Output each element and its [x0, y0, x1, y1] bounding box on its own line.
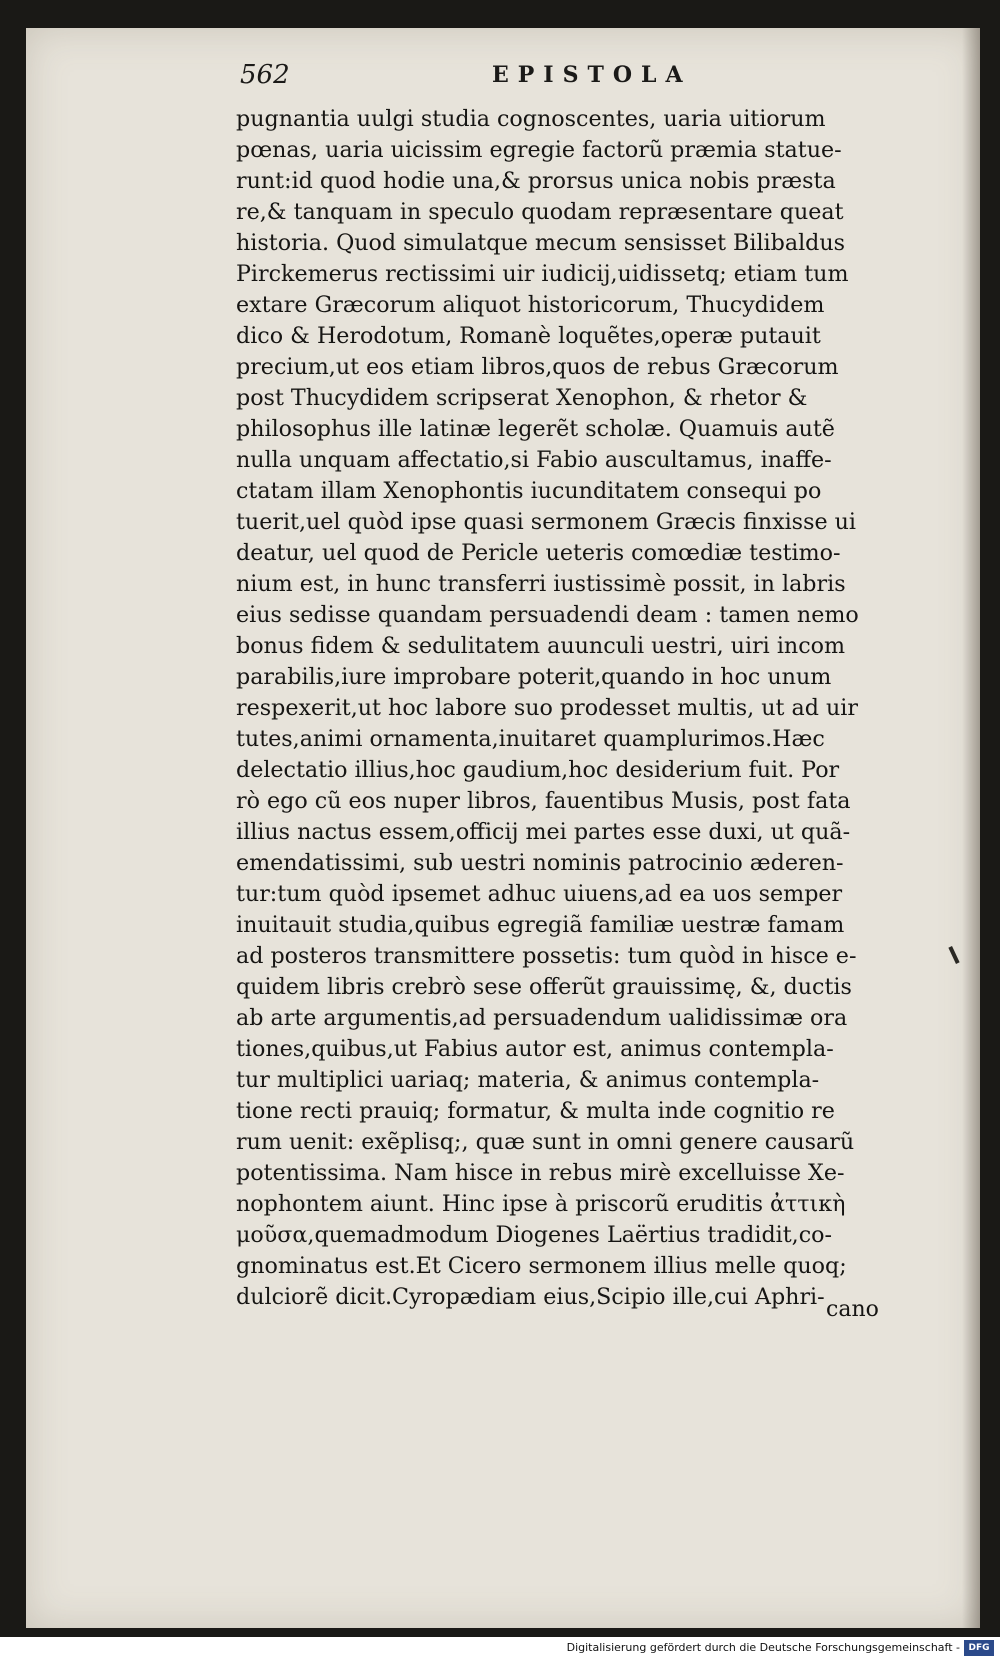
running-head: EPISTOLA: [492, 62, 692, 88]
text-line: tur:tum quòd ipsemet adhuc uiuens,ad ea uos semper: [236, 881, 843, 907]
digitization-footer: [0, 1637, 1000, 1660]
text-line: tiones,quibus,ut Fabius autor est, animus contempla-: [236, 1036, 834, 1062]
text-line: tione recti prauiq; formatur, & multa inde cognitio re: [236, 1098, 835, 1124]
text-line: potentissima. Nam hisce in rebus mirè excelluisse Xe-: [236, 1160, 845, 1186]
page-header: [240, 60, 760, 96]
page-number: 562: [240, 60, 290, 90]
text-line: precium,ut eos etiam libros,quos de rebus Græcorum: [236, 354, 839, 380]
text-line: μοῦσα,quemadmodum Diogenes Laërtius tradidit,co-: [236, 1222, 832, 1248]
text-line: pugnantia uulgi studia cognoscentes, uaria uitiorum: [236, 106, 826, 132]
text-line: dulciorẽ dicit.Cyropædiam eius,Scipio ille,cui Aphri-: [236, 1284, 825, 1310]
text-line: eius sedisse quandam persuadendi deam : tamen nemo: [236, 602, 859, 628]
footer-credit: Digitalisierung gefördert durch die Deutsche Forschungsgemeinschaft -: [566, 1641, 960, 1654]
catchword: cano: [826, 1297, 879, 1322]
text-line: Pirckemerus rectissimi uir iudicij,uidissetq; etiam tum: [236, 261, 849, 287]
text-line: re,& tanquam in speculo quodam repræsentare queat: [236, 199, 844, 225]
body-text: [236, 104, 936, 1313]
text-line: runt:id quod hodie una,& prorsus unica nobis præsta: [236, 168, 836, 194]
text-line: tuerit,uel quòd ipse quasi sermonem Græcis finxisse ui: [236, 509, 857, 535]
text-line: nium est, in hunc transferri iustissimè possit, in labris: [236, 571, 846, 597]
text-line: inuitauit studia,quibus egregiã familiæ uestræ famam: [236, 912, 845, 938]
text-line: ctatam illam Xenophontis iucunditatem consequi po: [236, 478, 822, 504]
text-line: historia. Quod simulatque mecum sensisset Bilibaldus: [236, 230, 846, 256]
text-line: post Thucydidem scripserat Xenophon, & rhetor &: [236, 385, 808, 411]
text-line: tutes,animi ornamenta,inuitaret quamplurimos.Hæc: [236, 726, 825, 752]
text-line: quidem libris crebrò sese offerũt grauissimę, &, ductis: [236, 974, 852, 1000]
text-line: philosophus ille latinæ legerẽt scholæ. Quamuis autẽ: [236, 416, 835, 442]
text-line: respexerit,ut hoc labore suo prodesset multis, ut ad uir: [236, 695, 858, 721]
text-line: ab arte argumentis,ad persuadendum ualidissimæ ora: [236, 1005, 848, 1031]
text-line: nophontem aiunt. Hinc ipse à priscorũ eruditis ἀττικὴ: [236, 1191, 846, 1217]
text-line: ad posteros transmittere possetis: tum quòd in hisce e-: [236, 943, 857, 969]
text-line: tur multiplici uariaq; materia, & animus contempla-: [236, 1067, 820, 1093]
text-line: rum uenit: exẽplisq;, quæ sunt in omni genere causarũ: [236, 1129, 855, 1155]
text-line: dico & Herodotum, Romanè loquẽtes,operæ putauit: [236, 323, 821, 349]
text-line: gnominatus est.Et Cicero sermonem illius melle quoq;: [236, 1253, 847, 1279]
text-line: nulla unquam affectatio,si Fabio auscultamus, inaffe-: [236, 447, 832, 473]
text-line: delectatio illius,hoc gaudium,hoc desiderium fuit. Por: [236, 757, 840, 783]
text-line: pœnas, uaria uicissim egregie factorũ præmia statue-: [236, 137, 842, 163]
text-line: rò ego cũ eos nuper libros, fauentibus Musis, post fata: [236, 788, 851, 814]
text-line: parabilis,iure improbare poterit,quando in hoc unum: [236, 664, 832, 690]
text-line: emendatissimi, sub uestri nominis patrocinio æderen-: [236, 850, 844, 876]
text-line: extare Græcorum aliquot historicorum, Thucydidem: [236, 292, 825, 318]
text-line: illius nactus essem,officij mei partes esse duxi, ut quã-: [236, 819, 851, 845]
page-edge-shadow: [962, 28, 980, 1628]
text-line: deatur, uel quod de Pericle ueteris comœdiæ testimo-: [236, 540, 841, 566]
text-line: bonus fidem & sedulitatem auunculi uestri, uiri incom: [236, 633, 846, 659]
dfg-logo-icon: DFG: [964, 1640, 994, 1656]
